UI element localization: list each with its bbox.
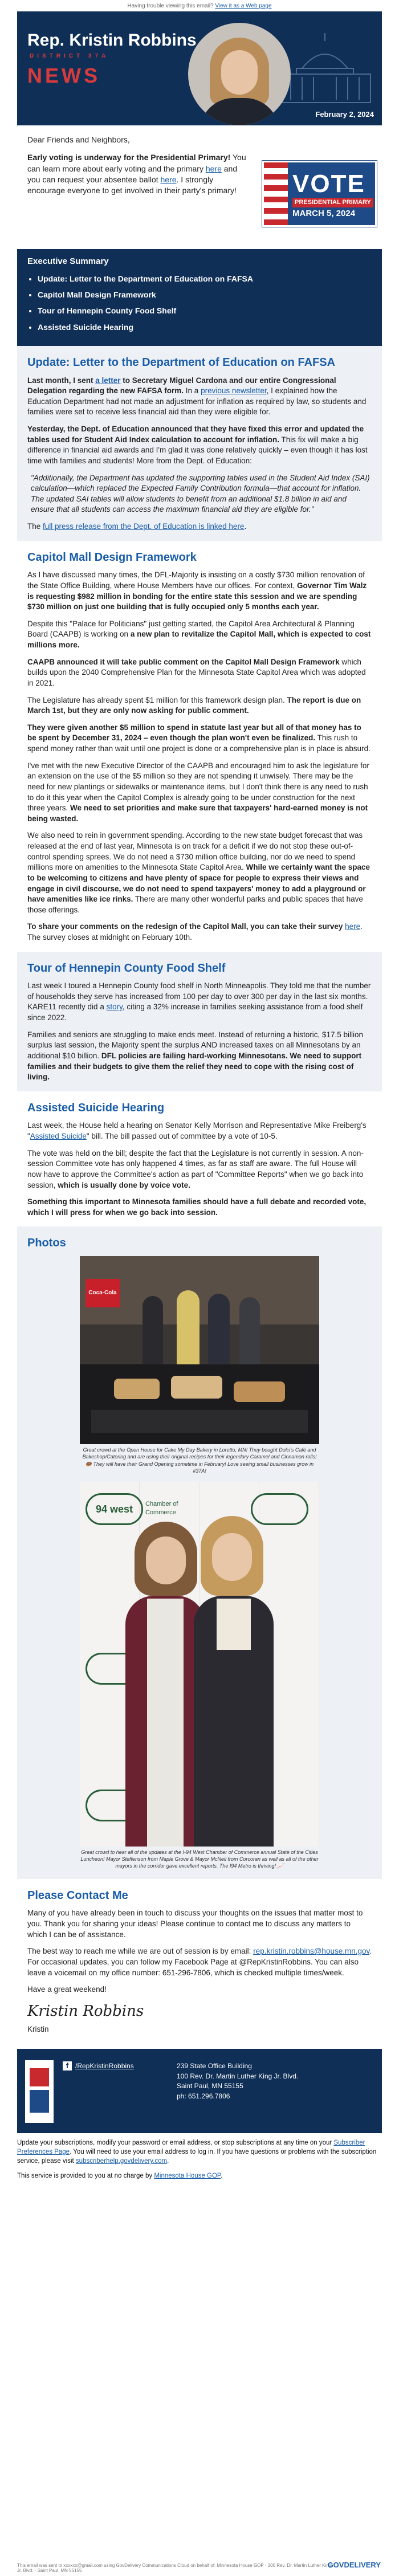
previous-newsletter-link[interactable]: previous newsletter: [201, 386, 267, 396]
flag-stripes: [264, 162, 288, 225]
news-label: NEWS: [27, 64, 100, 87]
section-title: Tour of Hennepin County Food Shelf: [27, 961, 226, 975]
chamber-photo: 94 west Chamber of Commerce: [80, 1482, 319, 1847]
intro-section: [17, 125, 382, 246]
photo-caption: Great crowd to hear all of the updates at the I-94 West Chamber of Commerce annual State of the Cities Luncheon! Mayor Steffenson from Maple Grove & Mayor McNeil from Corcoran as well as all of the other mayors in the corridor gave excellent reports. The I94 Metro is thriving! 📈: [80, 1849, 319, 1869]
house-gop-link[interactable]: Minnesota House GOP: [154, 2172, 221, 2179]
summary-item: • Assisted Suicide Hearing: [38, 322, 372, 333]
header-banner: [17, 11, 382, 125]
summary-item: • Tour of Hennepin County Food Shelf: [38, 305, 372, 316]
issue-date: February 2, 2024: [315, 110, 374, 119]
intro-paragraph: Early voting is underway for the Presidential Primary! You can learn more about early voting and the primary here and you can request your absentee ballot here. I strongly encourage everyone to get involved in their party's primary!: [27, 153, 246, 195]
subscription-footer: Update your subscriptions, modify your password or email address, or stop subscriptions at any time on your Subscriber Preferences Page. You will need to use your email address to log in. If you have questions or problems with the subscription service, please visit subscriberhelp.govdelivery.com. This service is provided to you at no charge by Minnesota House GOP.: [17, 2139, 377, 2179]
section-title: Capitol Mall Design Framework: [27, 551, 197, 564]
legal-text: This email was sent to xxxxxx@gmail.com using GovDelivery Communications Cloud on behalf of: Minnesota House GOP · 100 Rev. Dr. Martin Luther King Jr. Blvd. · Saint Paul, MN 55155: [17, 2562, 332, 2574]
legal-bar: [0, 2553, 399, 2576]
summary-item: • Update: Letter to the Department of Education on FAFSA: [38, 274, 372, 284]
fafsa-section: Update: Letter to the Department of Education on FAFSA Last month, I sent a letter to Secretary Miguel Cardona and our entire Congressional Delegation regarding the new FAFSA form. In a previous newsletter, I explained how the Education Department had not made an adjustment for inflation as required by law, so students and families were set to receive less financial aid than they were eligible for. Yesterday, the Dept. of Education announced that they have fixed this error and updated the tables used for Student Aid Index calculation to account for inflation. This fix will make a big difference in financial aid awards and I'm glad it was done relatively quickly – even though it has lost time with families and students! More from the Dept. of Education: "Additionally, the Department has updated the supporting tables used in the Student Aid Index (SAI) calculation—which replaced the Expected Family Contribution formula—that account for inflation. The updated SAI tables will allow students to benefit from an additional $1.8 billion in aid and ensure that all students can access the maximum financial aid they are eligible for." The full press release from the Dept. of Education is linked here.: [17, 346, 382, 541]
photos-section: [17, 1226, 382, 1878]
assisted-suicide-bill-link[interactable]: Assisted Suicide: [30, 1132, 87, 1141]
facebook-link[interactable]: /RepKristinRobbins: [75, 2062, 134, 2070]
footer: [17, 2049, 382, 2133]
executive-summary: [17, 249, 382, 346]
absentee-ballot-link[interactable]: here: [160, 174, 177, 184]
section-title: Photos: [27, 1237, 66, 1250]
vote-graphic: VOTE PRESIDENTIAL PRIMARY MARCH 5, 2024: [262, 161, 377, 227]
gop-logo: [25, 2060, 54, 2123]
email-link[interactable]: rep.kristin.robbins@house.mn.gov: [253, 1947, 370, 1956]
summary-item: • Capitol Mall Design Framework: [38, 290, 372, 300]
early-voting-link[interactable]: here: [205, 164, 222, 173]
section-title: Assisted Suicide Hearing: [27, 1101, 165, 1114]
summary-heading: Executive Summary: [27, 256, 109, 266]
subscriber-help-link[interactable]: subscriberhelp.govdelivery.com: [75, 2158, 168, 2165]
view-online-note: Having trouble viewing this email? View it as a Web page: [127, 3, 272, 9]
bakery-photo: Coca-Cola: [80, 1256, 319, 1444]
signature: Kristin Robbins: [27, 2002, 144, 2020]
foodshelf-section: Tour of Hennepin County Food Shelf Last week I toured a Hennepin County food shelf in North Minneapolis. They told me that the number of households they serve has increased from 100 per day to over 300 per day in the last six months. KARE11 recently did a story, citing a 32% increase in families seeking assistance from a food shelf since 2022. Families and seniors are struggling to make ends meet. Instead of returning a historic, $17.5 billion surplus last session, the Majority spent the surplus AND increased taxes on all Minnesotans by an additional $10 billion. DFL policies are failing hard-working Minnesotans. We need to support families and their budgets to give them the relief they need to cope with the rising cost of living.: [17, 952, 382, 1091]
kare11-story-link[interactable]: story: [106, 1002, 123, 1012]
press-release-link[interactable]: full press release from the Dept. of Education is linked here: [43, 522, 245, 531]
mall-section: Capitol Mall Design Framework As I have discussed many times, the DFL-Majority is insisting on a costly $730 million renovation of the State Office Building, where House Members have our offices. For context, Governor Tim Walz is requesting $982 million in bonding for the entire state this session and we are spending $730 million on just one building that is fully occupied only 5 months each year. Despite this "Palace for Politicians" just getting started, the Capitol Area Architectural & Planning Board (CAAPB) is working on a new plan to revitalize the Capitol Mall, which is expected to cost millions more. CAAPB announced it will take public comment on the Capitol Mall Design Framework which builds upon the 2040 Comprehensive Plan for the Minnesota State Capitol Area which was adopted in 2021. The Legislature has already spent $1 million for this framework design plan. The report is due on March 1st, but they are only now asking for public comment. They were given another $5 million to spend in statute last year but all of that money has to be spent by December 31, 2024 – even though the plan won't even be finalized. This rush to spend money rather than wait until one project is done or a comprehensive plan is in place is absurd. I've met with the new Executive Director of the CAAPB and encouraged him to ask the legislature for an extension on the use of the $5 million so they are not spending it unwisely. There may be the need for new plantings or sidewalks or maintenance items, but I don't think there is any need to rush to do it this year when the Capitol Complex is already going to be under construction for the next three years. We need to set priorities and make sure that taxpayers' hard-earned money is not being wasted. We also need to rein in government spending. According to the new state budget forecast that was released at the end of last year, Minnesota is on track for a deficit if we do not stop these out-of-control spending sprees. We do not need a $730 million office building, nor do we need to spend millions more on amenities to the Minnesota State Capitol Area. While we certainly want the space to be welcoming to citizens and have plenty of space for people to express their views and engage in civil discourse, we do not need to spend taxpayers' money to add a playground or have amenities like ice rinks. There are many other wonderful parks and public spaces that have those offerings. To share your comments on the redesign of the Capitol Mall, you can take their survey here. The survey closes at midnight on February 10th.: [27, 551, 371, 941]
contact-section: Please Contact Me Many of you have already been in touch to discuss your thoughts on the issues that matter most to you. Thank you for sharing your ideas! Please continue to contact me to discuss any matters to which I can be of assistance. The best way to reach me while we are out of session is by email: rep.kristin.robbins@house.mn.gov. For occasional updates, you can follow my Facebook Page at @RepKristinRobbins. You can also leave a voicemail on my office number: 651-296-7806, which is checked multiple times/week. Have a great weekend! Kristin Robbins Kristin: [17, 1879, 382, 2043]
section-title: Update: Letter to the Department of Education on FAFSA: [27, 356, 336, 369]
quote: "Additionally, the Department has updated the supporting tables used in the Student Aid Index (SAI) calculation—which replaced the Expected Family Contribution formula—that account for inflation. The updated SAI tables will allow students to benefit from an additional $1.8 billion in aid and ensure that all students can access the maximum financial aid they are eligible for.": [31, 473, 370, 514]
representative-portrait: [188, 23, 291, 125]
sign-off-name: Kristin: [27, 2024, 49, 2033]
facebook-icon[interactable]: f: [63, 2061, 72, 2070]
district-label: DISTRICT 37A: [30, 53, 109, 59]
office-address: 239 State Office Building 100 Rev. Dr. Martin Luther King Jr. Blvd. Saint Paul, MN 55155 ph: 651.296.7806: [177, 2062, 299, 2100]
subscriber-preferences-link[interactable]: Subscriber Preferences Page: [17, 2139, 365, 2156]
newsletter: [17, 11, 382, 2133]
newsletter-title: Rep. Kristin Robbins: [27, 31, 197, 50]
view-web-page-link[interactable]: View it as a Web page: [215, 3, 272, 9]
survey-link[interactable]: here: [345, 922, 361, 931]
letter-link[interactable]: a letter: [95, 376, 121, 385]
section-title: Please Contact Me: [27, 1889, 128, 1902]
photo-caption: Great crowd at the Open House for Cake My Day Bakery in Loretto, MN! They bought Dolci's Café and Bakeshop/Catering and are using their original recipes for their legendary Caramel and Cinnamon rolls! 🍩 They will have their Grand Opening sometime in February! Love seeing small businesses grow in #37A!: [82, 1447, 317, 1474]
govdelivery-logo: GOVDELIVERY: [327, 2561, 381, 2570]
suicide-section: Assisted Suicide Hearing Last week, the House held a hearing on Senator Kelly Morrison and Representative Mike Freiberg's "Assisted Suicide" bill. The bill passed out of committee by a vote of 10-5. The vote was held on the bill; despite the fact that the Legislature is not currently in session. A non-session Committee vote has only happened 4 times, as far as staff are aware. The full House will now have to approve the Committee's action as part of "Committee Reports" when we go back into session, which is usually done by voice vote. Something this important to Minnesota families should have a full debate and recorded vote, which I will press for when we go back into session.: [17, 1091, 382, 1227]
greeting: Dear Friends and Neighbors,: [27, 135, 130, 144]
